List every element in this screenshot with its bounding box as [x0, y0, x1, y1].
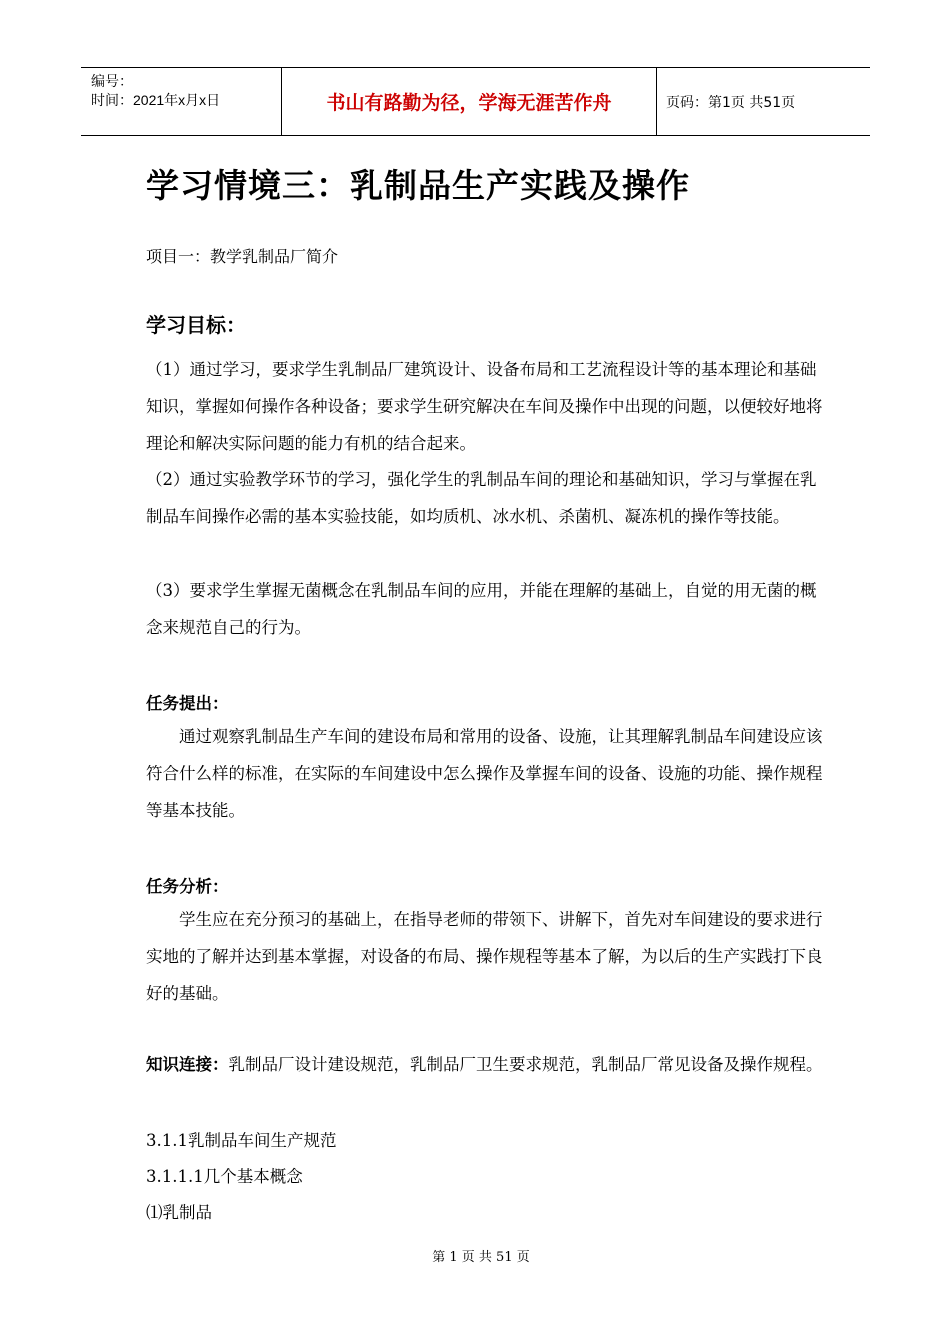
goal-item-2: （2）通过实验教学环节的学习，强化学生的乳制品车间的理论和基础知识，学习与掌握在乳制品车间操作必需的基本实验技能，如均质机、冰水机、杀菌机、凝冻机的操作等技能。: [146, 470, 817, 526]
header-table: [81, 67, 870, 136]
task-analysis-text: 学生应在充分预习的基础上，在指导老师的带领下、讲解下，首先对车间建设的要求进行实地的了解并达到基本掌握，对设备的布局、操作规程等基本了解，为以后的生产实践打下良好的基础。: [146, 910, 823, 1003]
knowledge-label: 知识连接：: [146, 1055, 229, 1074]
motto: 书山有路勤为径，学海无涯苦作舟: [282, 68, 657, 135]
page-footer: 第 1 页 共 51 页: [432, 1250, 530, 1265]
page-title: 学习情境三：乳制品生产实践及操作: [146, 166, 690, 205]
number-label: 编号：: [91, 73, 133, 89]
goal-item-1: （1）通过学习，要求学生乳制品厂建筑设计、设备布局和工艺流程设计等的基本理论和基础知识，掌握如何操作各种设备；要求学生研究解决在车间及操作中出现的问题，以便较好地将理论和解决实际问题的能力有机的结合起来。: [146, 360, 823, 453]
goals-heading: 学习目标：: [146, 313, 246, 337]
section-3-1-1-1: 3.1.1.1几个基本概念: [146, 1167, 303, 1186]
task-raise-heading: 任务提出：: [146, 694, 229, 713]
task-raise-text: 通过观察乳制品生产车间的建设布局和常用的设备、设施，让其理解乳制品车间建设应该符合什么样的标准，在实际的车间建设中怎么操作及掌握车间的设备、设施的功能、操作规程等基本技能。: [146, 727, 823, 820]
knowledge-text: 乳制品厂设计建设规范，乳制品厂卫生要求规范，乳制品厂常见设备及操作规程。: [228, 1055, 823, 1074]
task-analysis-heading: 任务分析：: [146, 877, 229, 896]
section-3-1-1: 3.1.1乳制品车间生产规范: [146, 1131, 337, 1150]
page-info: 页码：第1页 共51页: [666, 94, 796, 111]
goal-item-3: （3）要求学生掌握无菌概念在乳制品车间的应用，并能在理解的基础上，自觉的用无菌的概念来规范自己的行为。: [146, 581, 817, 637]
time-label: 时间：2021年x月x日: [91, 92, 221, 108]
header-meta-cell: [81, 68, 282, 135]
project-line: 项目一：教学乳制品厂简介: [146, 247, 339, 266]
knowledge-paragraph: [146, 1046, 826, 1083]
list-item-1: ⑴乳制品: [146, 1203, 212, 1222]
